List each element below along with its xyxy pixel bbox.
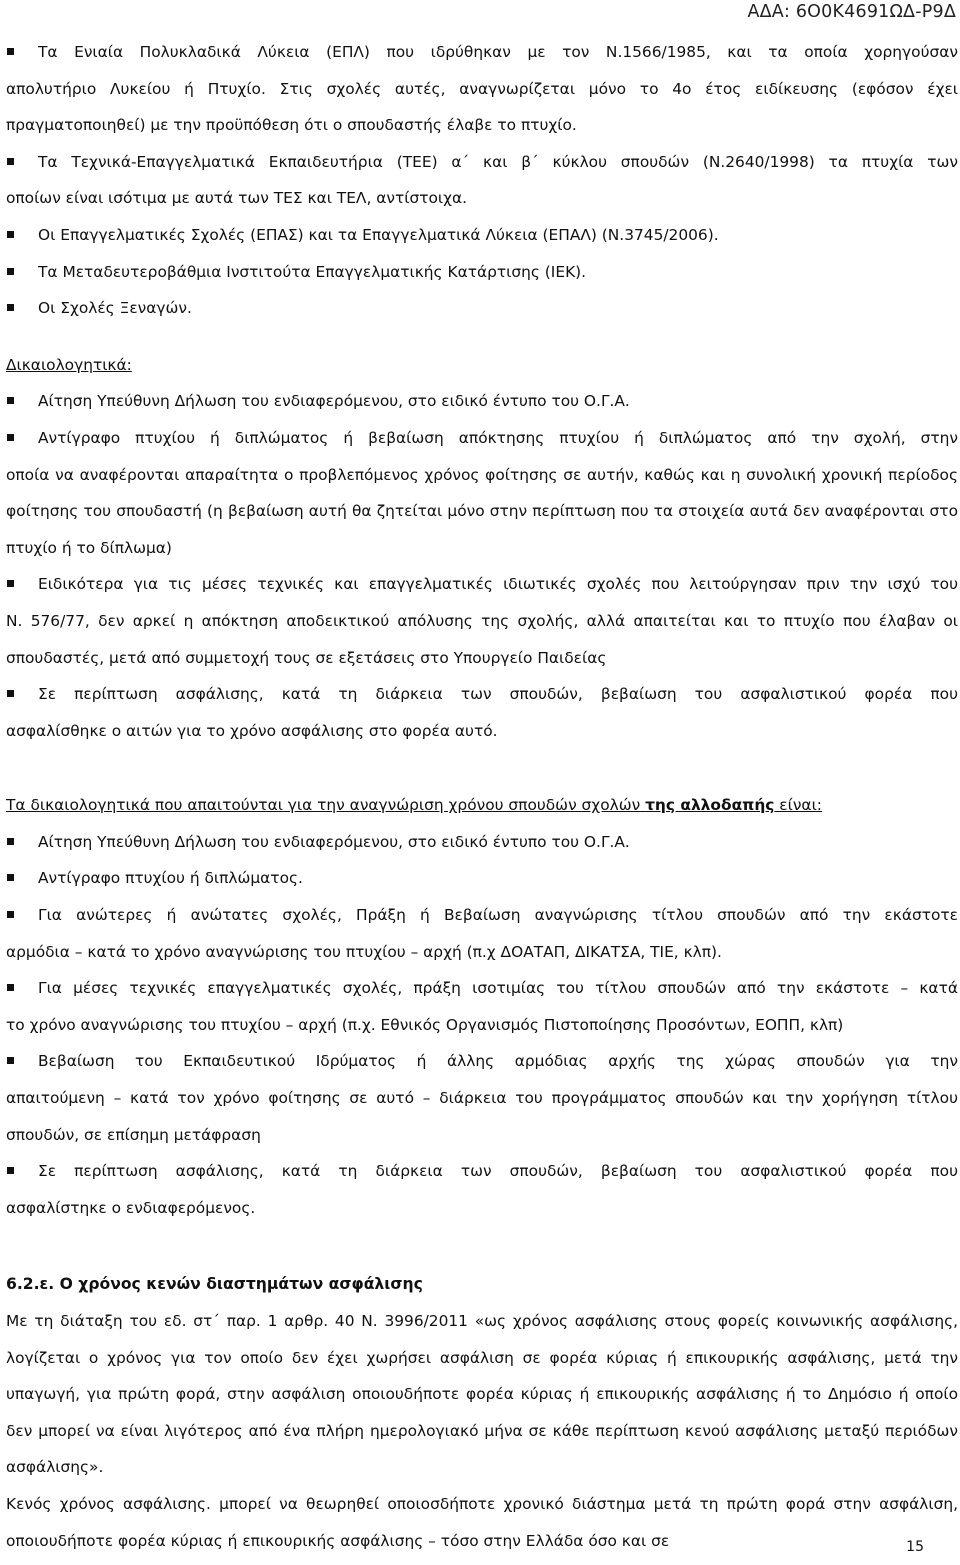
list-item [6, 383, 958, 420]
list-item-continuation: αρμόδια – κατά το χρόνο αναγνώρισης του πτυχίου – αρχή (π.χ ΔΟΑΤΑΠ, ΔΙΚΑΤΣΑ, ΤΙΕ, κλπ). [6, 942, 722, 961]
list-item [6, 290, 958, 327]
ada-code: ΑΔΑ: 6Ο0Κ4691ΩΔ-Ρ9Δ [747, 2, 956, 22]
list-item [6, 566, 958, 603]
list-item-text: Τα Ενιαία Πολυκλαδικά Λύκεια (ΕΠΛ) που ιδρύθηκαν με τον Ν.1566/1985, και τα οποία χορηγούσαν [38, 43, 958, 61]
list-item-text: Τα Τεχνικά-Επαγγελματικά Εκπαιδευτήρια (ΤΕΕ) α΄ και β΄ κύκλου σπουδών (Ν.2640/1998) τα πτυχία των [38, 152, 958, 171]
list-item [6, 897, 958, 934]
list-item-continuation: το χρόνο αναγνώρισης του πτυχίου – αρχή (π.χ. Εθνικός Οργανισμός Πιστοποίησης Προσόντων, ΕΟΠΠ, κλπ) [6, 1015, 844, 1034]
list-item [6, 144, 958, 181]
document-body [6, 34, 958, 1559]
list-item [6, 420, 958, 457]
list-item [6, 217, 958, 254]
section-heading-gaps: 6.2.ε. Ο χρόνος κενών διαστημάτων ασφάλισης [6, 1275, 423, 1294]
list-item-continuation: ασφαλίστηκε ο ενδιαφερόμενος. [6, 1198, 256, 1217]
list-item-continuation: απαιτούμενη – κατά τον χρόνο φοίτησης σε αυτό – διάρκεια του προγράμματος σπουδών και την χορήγηση τίτλου σπουδών, σε επίσημη μετάφραση [6, 1089, 958, 1144]
foreign-heading-pre: Τα δικαιολογητικά που απαιτούνται για την αναγνώριση χρόνου σπουδών σχολών [6, 796, 646, 815]
list-item-continuation: ασφαλίσθηκε ο αιτών για το χρόνο ασφάλισης στο φορέα αυτό. [6, 721, 498, 740]
section-paragraph: Κενός χρόνος ασφάλισης. μπορεί να θεωρηθεί οποιοσδήποτε χρονικό διάστημα μετά τη πρώτη φορά στην ασφάλιση, οποιουδήποτε φορέα κύριας ή επικουρικής ασφάλισης – τόσο στην Ελλάδα όσο και σε [6, 1494, 958, 1550]
section-heading-foreign [6, 787, 958, 824]
list-item [6, 676, 958, 713]
list-item-text: Για ανώτερες ή ανώτατες σχολές, Πράξη ή Βεβαίωση αναγνώρισης τίτλου σπουδών από την εκάστοτε [38, 906, 958, 925]
list-item-continuation: Ν. 576/77, δεν αρκεί η απόκτηση αποδεικτικού απόλυσης της σχολής, αλλά απαιτείται και το πτυχίο που έλαβαν οι σπουδαστές, μετά από συμμετοχή τους σε εξετάσεις στο Υπουργείο Παιδείας [6, 611, 958, 667]
list-item [6, 970, 958, 1007]
list-item [6, 860, 958, 897]
list-item [6, 1043, 958, 1080]
list-item-text: Σε περίπτωση ασφάλισης, κατά τη διάρκεια των σπουδών, βεβαίωση του ασφαλιστικού φορέα που [38, 1162, 958, 1181]
list-item-text: Σε περίπτωση ασφάλισης, κατά τη διάρκεια των σπουδών, βεβαίωση του ασφαλιστικού φορέα που [38, 685, 958, 704]
list-item-text: Ειδικότερα για τις μέσες τεχνικές και επαγγελματικές ιδιωτικές σχολές που λειτούργησαν πριν την ισχύ του [38, 575, 958, 594]
page-number: 15 [906, 1539, 924, 1555]
list-item [6, 824, 958, 861]
list-item-text: Αντίγραφο πτυχίου ή διπλώματος. [38, 869, 303, 888]
list-item-continuation: οποία να αναφέρονται απαραίτητα ο προβλεπόμενος χρόνος φοίτησης σε αυτήν, καθώς και η συνολική χρονική περίοδος φοίτησης του σπουδαστή (η βεβαίωση αυτή θα ζητείται μόνο στην περίπτωση που τα στοιχεία αυτά δεν αναφέρονται στο πτυχίο ή το δίπλωμα) [6, 465, 958, 557]
list-item-continuation: απολυτήριο Λυκείου ή Πτυχίο. Στις σχολές αυτές, αναγνωρίζεται μόνο το 4ο έτος ειδίκευσης (εφόσον έχει πραγματοποιηθεί) με την προϋπόθεση ότι ο σπουδαστής έλαβε το πτυχίο. [6, 79, 958, 135]
list-item-continuation: οποίων είναι ισότιμα με αυτά των ΤΕΣ και ΤΕΛ, αντίστοιχα. [6, 189, 468, 208]
list-item-text: Τα Μεταδευτεροβάθμια Ινστιτούτα Επαγγελματικής Κατάρτισης (ΙΕΚ). [38, 262, 587, 281]
section-heading-docs: Δικαιολογητικά: [6, 355, 132, 374]
list-item [6, 34, 958, 71]
list-item [6, 1153, 958, 1190]
foreign-heading-post: είναι: [774, 796, 822, 815]
list-item-text: Οι Σχολές Ξεναγών. [38, 299, 192, 318]
list-item [6, 254, 958, 291]
foreign-heading-bold: της αλλοδαπής [645, 796, 775, 815]
list-item-text: Για μέσες τεχνικές επαγγελματικές σχολές, πράξη ισοτιμίας του τίτλου σπουδών από την εκάστοτε – κατά [38, 979, 958, 998]
list-item-text: Αίτηση Υπεύθυνη Δήλωση του ενδιαφερόμενου, στο ειδικό έντυπο του Ο.Γ.Α. [38, 392, 630, 411]
list-item-text: Αίτηση Υπεύθυνη Δήλωση του ενδιαφερόμενου, στο ειδικό έντυπο του Ο.Γ.Α. [38, 832, 630, 851]
list-item-text: Αντίγραφο πτυχίου ή διπλώματος ή βεβαίωση απόκτησης πτυχίου ή διπλώματος από την σχολή, στην [38, 428, 958, 447]
list-item-text: Οι Επαγγελματικές Σχολές (ΕΠΑΣ) και τα Επαγγελματικά Λύκεια (ΕΠΑΛ) (Ν.3745/2006). [38, 225, 719, 244]
section-paragraph: Με τη διάταξη του εδ. στ΄ παρ. 1 αρθρ. 40 Ν. 3996/2011 «ως χρόνος ασφάλισης στους φορείς κοινωνικής ασφάλισης, λογίζεται ο χρόνος για τον οποίο δεν έχει χωρήσει ασφάλιση σε φορέα κύριας ή επικουρικής ασφάλισης, μετά την υπαγωγή, για πρώτη φορά, στην ασφάλιση οποιουδήποτε φορέα κύριας ή επικουρικής ασφάλισης ή το Δημόσιο ή οποίο δεν μπορεί να είναι λιγότερος από ένα πλήρη ημερολογιακό μήνα σε κάθε περίπτωση κενού ασφάλισης μεταξύ περιόδων ασφάλισης». [6, 1312, 958, 1477]
list-item-text: Βεβαίωση του Εκπαιδευτικού Ιδρύματος ή άλλης αρμόδιας αρχής της χώρας σπουδών για την [38, 1052, 958, 1071]
